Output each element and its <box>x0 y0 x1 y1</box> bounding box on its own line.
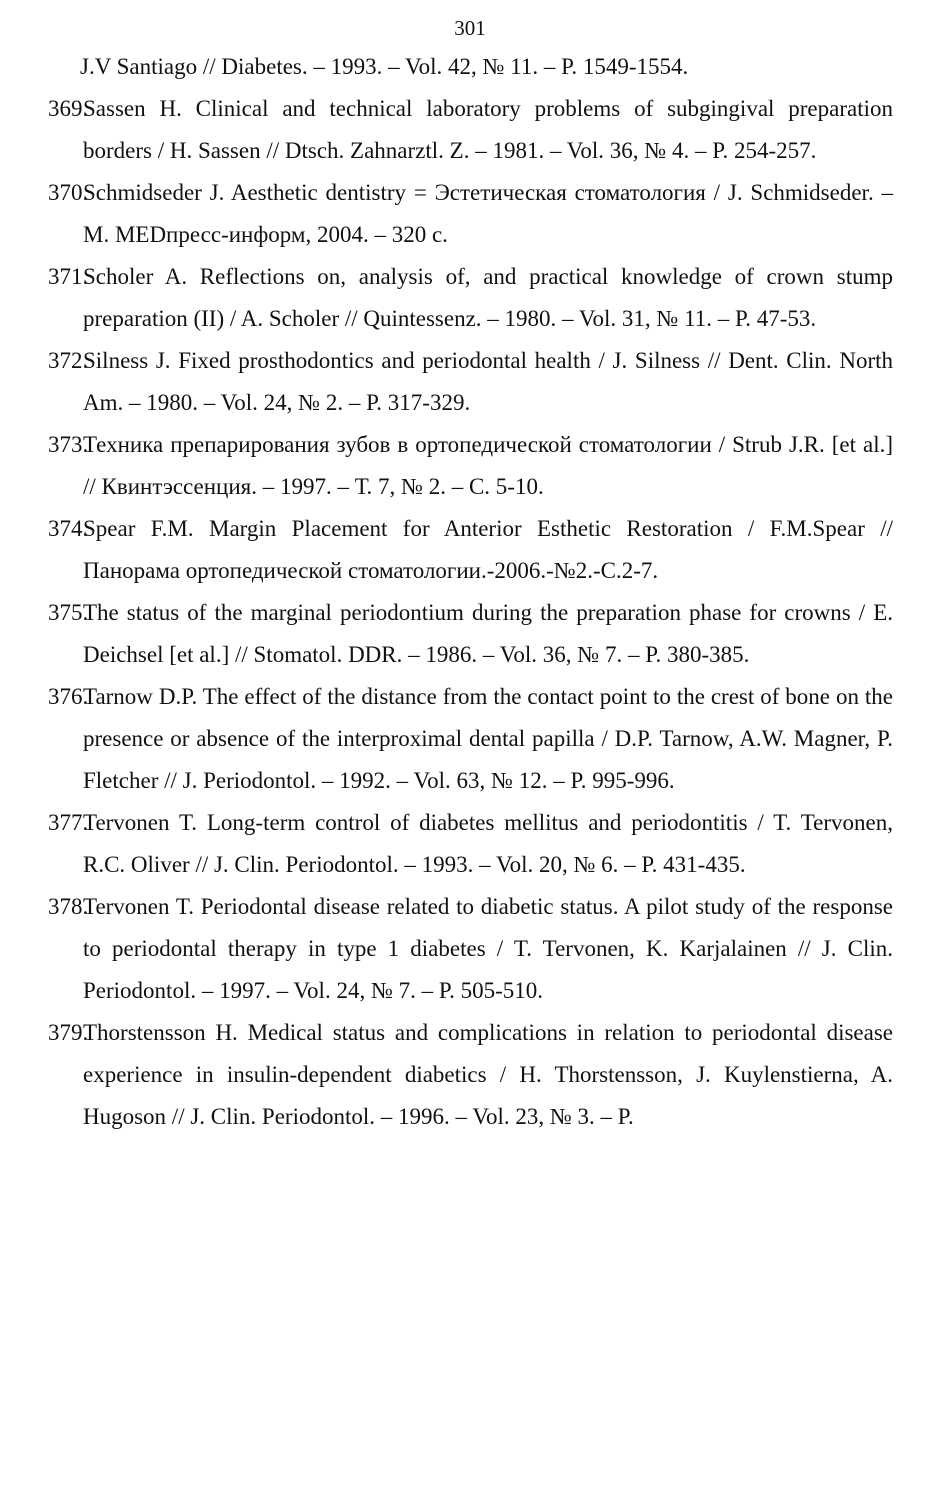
reference-text: Spear F.M. Margin Placement for Anterior Esthetic Restoration / F.M.Spear // Панорама ортопедической стоматологии.-2006.-№2.-С.2-7. <box>83 516 893 583</box>
reference-item <box>0 340 940 424</box>
reference-item <box>0 508 940 592</box>
reference-item <box>0 592 940 676</box>
reference-number: 375. <box>48 600 89 625</box>
reference-text: Tervonen T. Periodontal disease related to diabetic status. A pilot study of the response to periodontal therapy in type 1 diabetes / T. Tervonen, K. Karjalainen // J. Clin. Periodontol. – 1997. – Vol. 24, № 7. – P. 505-510. <box>83 894 893 1003</box>
reference-text: Tervonen T. Long-term control of diabetes mellitus and periodontitis / T. Tervonen, R.C. Oliver // J. Clin. Periodontol. – 1993. – Vol. 20, № 6. – P. 431-435. <box>83 810 893 877</box>
reference-text: Thorstensson H. Medical status and complications in relation to periodontal disease experience in insulin-dependent diabetics / H. Thorstensson, J. Kuylenstierna, A. Hugoson // J. Clin. Periodontol. – 1996. – Vol. 23, № 3. – P. <box>83 1020 893 1129</box>
reference-list <box>0 46 940 1138</box>
reference-text: Техника препарирования зубов в ортопедической стоматологии / Strub J.R. [et al.] // Квинтэссенция. – 1997. – Т. 7, № 2. – С. 5-10. <box>83 432 893 499</box>
reference-number: 379. <box>48 1020 89 1045</box>
page-number: 301 <box>454 16 486 40</box>
reference-number: 373. <box>48 432 89 457</box>
reference-item <box>0 1012 940 1138</box>
reference-item <box>0 802 940 886</box>
reference-text: Schmidseder J. Aesthetic dentistry = Эстетическая стоматология / J. Schmidseder. – М. MEDпресс-информ, 2004. – 320 с. <box>83 180 893 247</box>
reference-item <box>0 424 940 508</box>
reference-text: The status of the marginal periodontium during the preparation phase for crowns / E. Deichsel [et al.] // Stomatol. DDR. – 1986. – Vol. 36, № 7. – P. 380-385. <box>83 600 893 667</box>
reference-continuation: J.V Santiago // Diabetes. – 1993. – Vol. 42, № 11. – P. 1549-1554. <box>80 54 689 79</box>
reference-text: Tarnow D.P. The effect of the distance from the contact point to the crest of bone on the presence or absence of the interproximal dental papilla / D.P. Tarnow, A.W. Magner, P. Fletcher // J. Periodontol. – 1992. – Vol. 63, № 12. – P. 995-996. <box>83 684 893 793</box>
reference-item <box>0 676 940 802</box>
reference-number: 369. <box>48 96 89 121</box>
reference-number: 371. <box>48 264 89 289</box>
reference-text: Silness J. Fixed prosthodontics and periodontal health / J. Silness // Dent. Clin. North Am. – 1980. – Vol. 24, № 2. – P. 317-329. <box>83 348 893 415</box>
reference-number: 378. <box>48 894 89 919</box>
reference-number: 377. <box>48 810 89 835</box>
reference-item <box>0 88 940 172</box>
reference-number: 372. <box>48 348 89 373</box>
reference-item <box>0 886 940 1012</box>
reference-text: Scholer A. Reflections on, analysis of, and practical knowledge of crown stump preparation (II) / A. Scholer // Quintessenz. – 1980. – Vol. 31, № 11. – P. 47-53. <box>83 264 893 331</box>
reference-number: 376. <box>48 684 89 709</box>
reference-number: 370. <box>48 180 89 205</box>
reference-item <box>0 256 940 340</box>
reference-text: Sassen H. Clinical and technical laboratory problems of subgingival preparation borders / H. Sassen // Dtsch. Zahnarztl. Z. – 1981. – Vol. 36, № 4. – P. 254-257. <box>83 96 893 163</box>
reference-number: 374. <box>48 516 89 541</box>
reference-item <box>0 172 940 256</box>
